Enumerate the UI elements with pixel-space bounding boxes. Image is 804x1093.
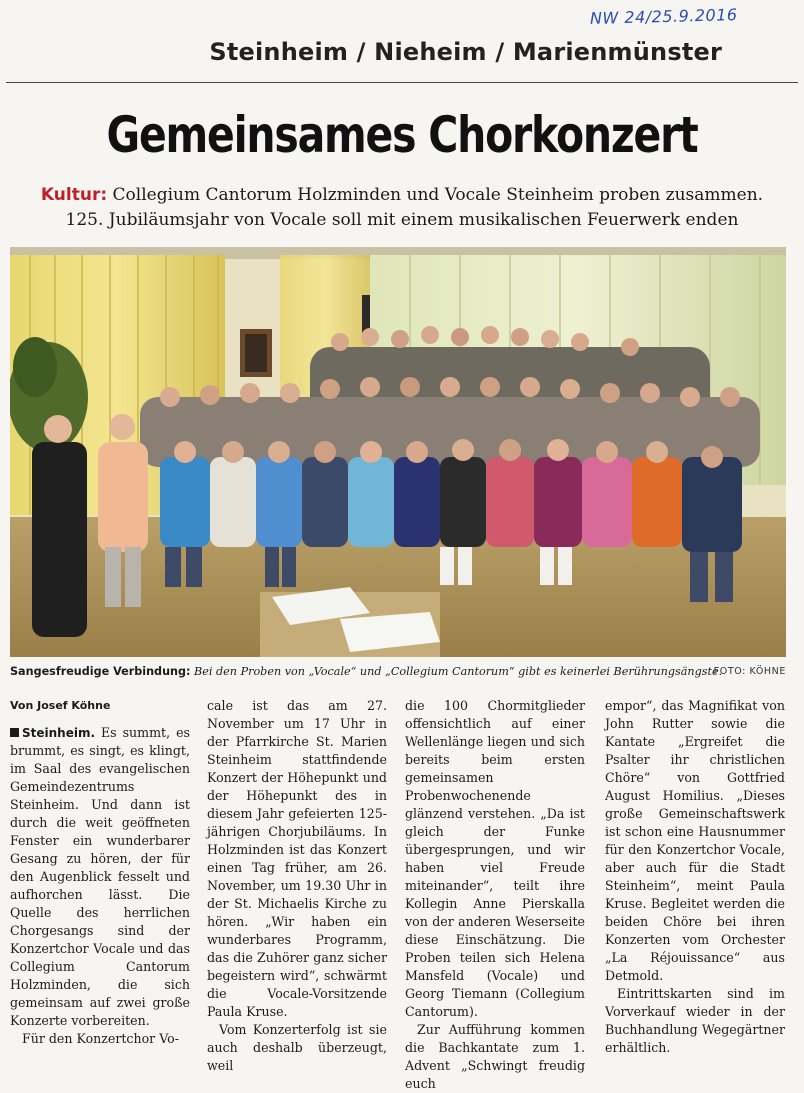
paragraph-marker-icon — [10, 728, 19, 737]
caption-lead: Sangesfreudige Verbindung: — [10, 665, 191, 678]
article-paragraph: Vom Konzerterfolg ist sie auch deshalb überzeugt, weil — [207, 1022, 387, 1073]
subheadline-text-1: Collegium Cantorum Holzminden und Vocale Steinheim proben zusammen. — [112, 185, 764, 205]
headline: Gemeinsames Chorkonzert — [106, 106, 698, 164]
article-column-2 — [207, 697, 387, 1075]
article-paragraph: Für den Konzertchor Vo- — [22, 1031, 179, 1046]
dateline: Steinheim. — [22, 726, 96, 740]
article-paragraph: die 100 Chormitglieder offensichtlich auf einer Wellenlänge liegen und sich bereits beim ersten gemeinsamen Probenwochenende glänzend verstehen. „Da ist gleich der Funke übergesprungen, und wir haben viel Freude miteinander“, teilt ihre Kollegin Anne Pierskalla von der anderen Weserseite diese Einschätzung. Die Proben teilen sich Helena Mansfeld (Vocale) und Georg Tiemann (Collegium Cantorum). — [405, 698, 585, 1019]
article-paragraph: empor“, das Magnifikat von John Rutter sowie die Kantate „Ergreifet die Psalter ihr christlichen Chöre“ von Gottfried August Homilius. „Dieses große Gemeinschaftswerk ist schon eine Hausnummer für den Konzertchor Vocale, aber auch für die Stadt Steinheim“, meint Paula Kruse. Begleitet werden die beiden Chöre bei ihren Konzerten vom Orchester „La Réjouissance“ aus Detmold. — [605, 698, 785, 983]
photo-caption — [10, 665, 786, 678]
article-paragraph: Eintrittskarten sind im Vorverkauf wieder in der Buchhandlung Wegegärtner erhältlich. — [605, 986, 785, 1055]
header-rule — [6, 82, 798, 83]
article-column-4 — [605, 697, 785, 1057]
author-byline: Von Josef Köhne — [10, 699, 111, 712]
caption-text: Bei den Proben von „Vocale“ und „Collegium Cantorum“ gibt es keinerlei Berührungsängste. — [194, 665, 723, 678]
article-paragraph: Zur Aufführung kommen die Bachkantate zum 1. Advent „Schwingt freudig euch — [405, 1022, 585, 1091]
photo-credit: FOTO: KÖHNE — [713, 666, 786, 677]
article-column-1 — [10, 697, 190, 1048]
subheadline-line-1 — [0, 185, 804, 205]
kicker-label: Kultur: — [40, 185, 108, 205]
subheadline-line-2: 125. Jubiläumsjahr von Vocale soll mit einem musikalischen Feuerwerk enden — [65, 210, 739, 230]
article-paragraph: cale ist das am 27. November um 17 Uhr in der Pfarrkirche St. Marien Steinheim stattfindende Konzert der Höhepunkt und der Höhepunkt des in diesem Jahr gefeierten 125-jährigen Chorjubiläums. In Holzminden ist das Konzert einen Tag früher, am 26. November, um 19.30 Uhr in der St. Michaelis Kirche zu hören. „Wir haben ein wunderbares Programm, das die Zuhörer ganz sicher begeistern wird“, schwärmt die Vocale-Vorsitzende Paula Kruse. — [207, 698, 387, 1019]
section-header: Steinheim / Nieheim / Marienmünster — [209, 38, 722, 66]
article-paragraph — [10, 724, 190, 1030]
article-text: Es summt, es brummt, es singt, es klingt, im Saal des evangelischen Gemeindezentrums Steinheim. Und dann ist durch die weit geöffneten Fenster ein wunderbarer Gesang zu hören, der für den Augenblick fesselt und aufhorchen lässt. Die Quelle des herrlichen Chorgesangs sind der Konzertchor Vocale und das Collegium Cantorum Holzminden, die sich gemeinsam auf zwei große Konzerte vorbereiten. — [10, 725, 190, 1028]
handwritten-date-note: NW 24/25.9.2016 — [590, 5, 739, 28]
choir-group-photo — [10, 247, 786, 657]
article-column-3 — [405, 697, 585, 1093]
